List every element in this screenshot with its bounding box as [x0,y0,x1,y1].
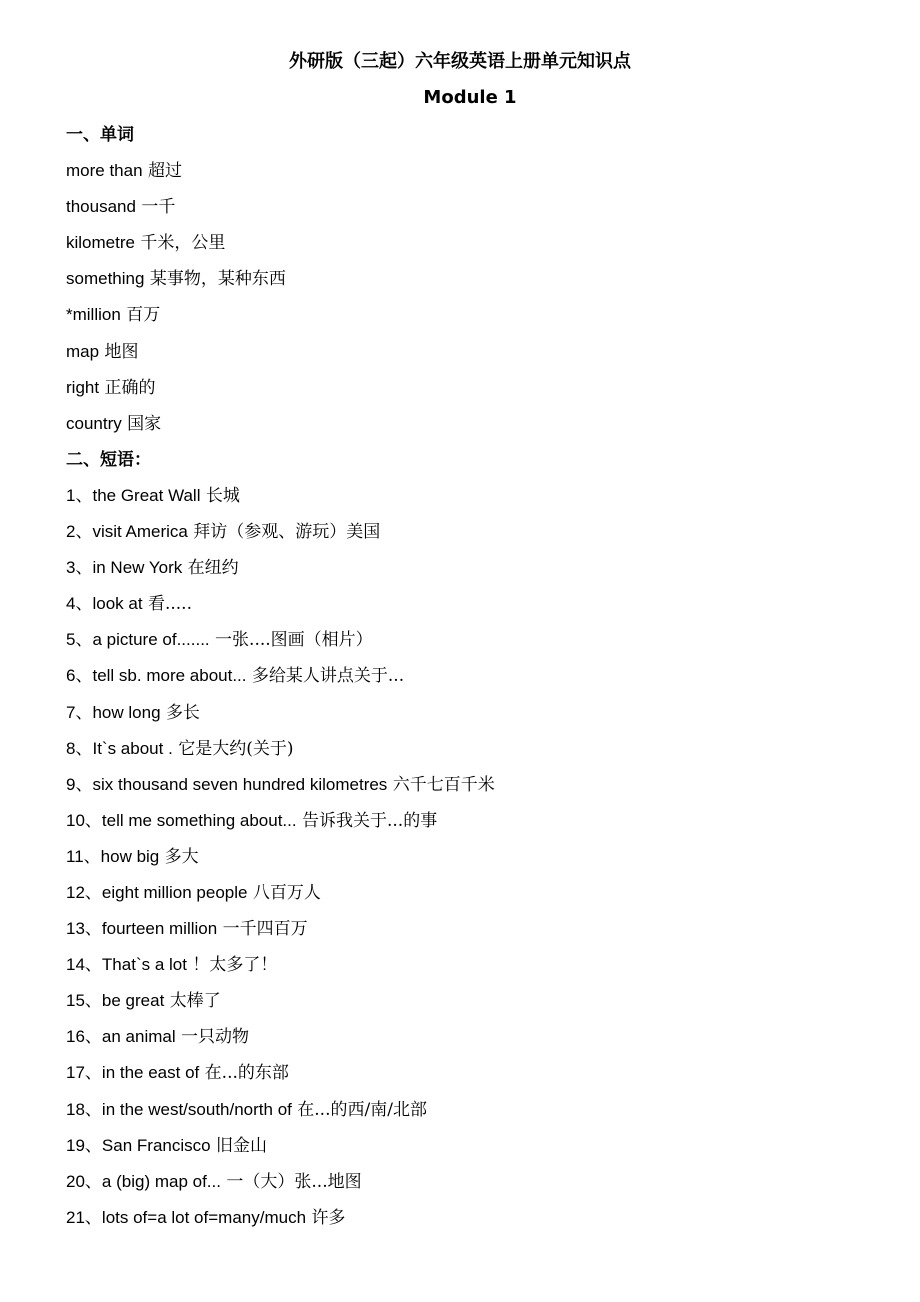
phrase-chinese: 在...的东部 [204,1063,289,1084]
document-body [66,122,906,1241]
phrase-number: 14、 [66,955,102,975]
phrase-english: how big [100,846,160,866]
vocab-english: right [66,377,100,397]
phrase-chinese: 一只动物 [181,1027,250,1048]
phrase-chinese: 六千七百千米 [392,774,495,795]
phrase-item [66,880,906,916]
phrase-item [66,808,906,844]
phrase-item [66,916,906,952]
phrase-chinese: 在纽约 [187,558,239,579]
vocab-chinese: 千米，公里 [140,233,226,254]
vocab-chinese: 某事物，某种东西 [149,269,286,290]
phrase-number: 6、 [66,666,93,686]
phrase-number: 18、 [66,1099,102,1119]
vocab-item [66,339,906,375]
phrase-number: 2、 [66,522,93,542]
phrase-chinese: 它是大约(关于) [178,738,294,759]
phrase-item [66,519,906,555]
phrase-item [66,663,906,699]
phrase-english: look at [92,594,143,614]
vocab-chinese: 国家 [127,413,162,434]
phrase-number: 7、 [66,702,93,722]
phrase-english: in New York [92,558,183,578]
phrase-item [66,1024,906,1060]
phrase-chinese: 八百万人 [252,882,321,903]
phrase-english: fourteen million [101,919,218,939]
phrase-number: 16、 [66,1027,102,1047]
phrase-number: 17、 [66,1063,102,1083]
phrase-item [66,1060,906,1096]
phrase-number: 1、 [66,485,93,505]
vocab-chinese: 超过 [147,161,182,182]
phrase-number: 12、 [66,882,102,902]
phrase-item [66,483,906,519]
phrase-chinese: 多给某人讲点关于... [251,666,405,687]
phrase-english: in the west/south/north of [101,1099,292,1119]
vocab-list [66,158,906,447]
phrase-chinese: 告诉我关于...的事 [302,810,438,831]
phrase-number: 11、 [66,846,101,866]
phrase-item [66,627,906,663]
phrase-english: the Great Wall [92,485,201,505]
phrase-number: 8、 [66,738,93,758]
phrase-item [66,591,906,627]
vocab-chinese: 一千 [141,197,176,218]
module-title: Module 1 [423,87,517,108]
vocab-english: *million [66,305,121,325]
phrase-english: how long [92,702,161,722]
phrase-number: 5、 [66,630,93,650]
vocab-english: something [66,269,145,289]
vocab-english: thousand [66,197,136,217]
vocab-english: country [66,413,122,433]
phrase-chinese: 许多 [311,1207,346,1228]
phrase-english: an animal [101,1027,176,1047]
phrase-section-heading: 二、短语： [66,449,151,470]
phrase-english: six thousand seven hundred kilometres [92,774,388,794]
phrase-item [66,700,906,736]
phrase-number: 10、 [66,810,102,830]
phrase-english: be great [101,991,165,1011]
phrase-number: 9、 [66,774,93,794]
vocab-english: more than [66,161,143,181]
vocab-chinese: 地图 [104,341,139,362]
phrase-english: in the east of [101,1063,200,1083]
phrase-chinese: 多长 [165,702,200,723]
phrase-chinese: 多大 [164,846,199,867]
phrase-chinese: 看..... [147,594,192,615]
phrase-item [66,1169,906,1205]
phrase-english: tell sb. more about... [92,666,247,686]
vocab-chinese: 百万 [126,305,161,326]
phrase-item [66,988,906,1024]
phrase-list [66,483,906,1241]
phrase-number: 3、 [66,558,93,578]
vocab-item [66,194,906,230]
phrase-english: tell me something about... [101,810,297,830]
phrase-number: 21、 [66,1207,102,1227]
phrase-chinese: 拜访（参观、游玩）美国 [193,522,381,543]
vocab-chinese: 正确的 [104,377,156,398]
phrase-english: visit America [92,522,188,542]
phrase-item [66,555,906,591]
phrase-number: 15、 [66,991,102,1011]
phrase-number: 13、 [66,919,102,939]
phrase-chinese: 旧金山 [216,1135,267,1156]
phrase-chinese: 长城 [205,485,240,506]
phrase-item [66,952,906,988]
phrase-chinese: 一张....图画（相片） [215,630,373,651]
vocab-item [66,266,906,302]
phrase-number: 4、 [66,594,93,614]
phrase-english: That`s a lot [101,955,187,975]
phrase-chinese: 一千四百万 [222,919,308,940]
phrase-english: San Francisco [101,1135,211,1155]
phrase-item [66,1133,906,1169]
vocab-english: kilometre [66,233,135,253]
vocab-item [66,158,906,194]
phrase-item [66,1097,906,1133]
phrase-english: eight million people [101,882,248,902]
phrase-item [66,844,906,880]
vocab-english: map [66,341,100,361]
phrase-item [66,1205,906,1241]
phrase-english: a picture of....... [92,630,210,650]
vocab-item [66,411,906,447]
phrase-number: 20、 [66,1171,102,1191]
phrase-item [66,736,906,772]
phrase-chinese: 太棒了 [169,991,221,1012]
vocab-section-heading: 一、单词 [66,125,134,145]
phrase-chinese: 一（大）张...地图 [226,1171,362,1192]
phrase-english: a (big) map of... [101,1171,221,1191]
vocab-item [66,302,906,338]
phrase-english: lots of=a lot of=many/much [101,1207,307,1227]
vocab-item [66,375,906,411]
phrase-number: 19、 [66,1135,102,1155]
phrase-english: It`s about . [92,738,173,758]
phrase-chinese: 在...的西/南/北部 [297,1099,427,1120]
phrase-chinese: ！太多了！ [192,955,278,976]
phrase-item [66,772,906,808]
vocab-item [66,230,906,266]
document-title: 外研版（三起）六年级英语上册单元知识点 [289,51,631,72]
